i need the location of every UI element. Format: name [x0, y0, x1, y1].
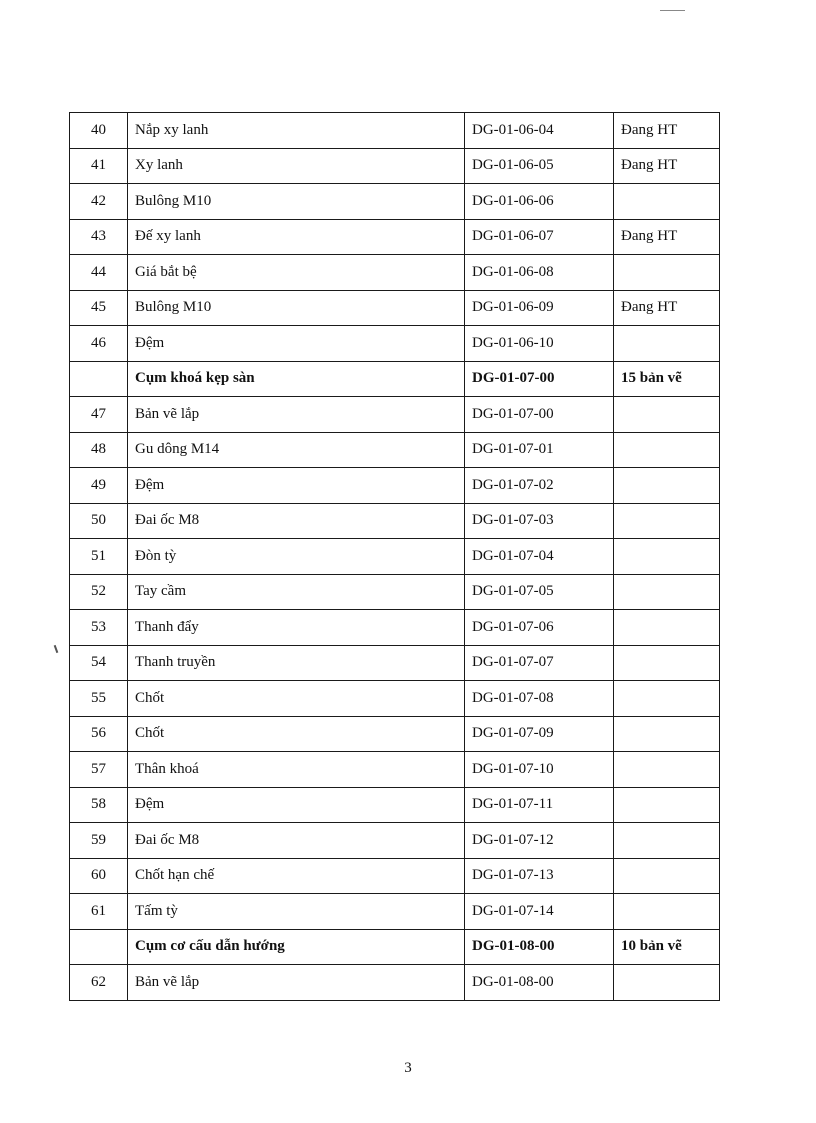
note-cell: [614, 716, 720, 752]
drawing-code-cell: DG-01-08-00: [465, 929, 614, 965]
note-cell: [614, 894, 720, 930]
parts-table-body: [70, 113, 720, 1001]
note-cell: [614, 823, 720, 859]
part-name-cell: Đệm: [128, 787, 465, 823]
row-number-cell: [70, 361, 128, 397]
drawing-code-cell: DG-01-07-06: [465, 610, 614, 646]
table-row: [70, 468, 720, 504]
table-row: [70, 610, 720, 646]
table-group-row: [70, 929, 720, 965]
note-cell: [614, 645, 720, 681]
part-name-cell: Đai ốc M8: [128, 823, 465, 859]
table-row: [70, 184, 720, 220]
row-number-cell: 61: [70, 894, 128, 930]
row-number-cell: 56: [70, 716, 128, 752]
part-name-cell: Đai ốc M8: [128, 503, 465, 539]
part-name-cell: Tay cầm: [128, 574, 465, 610]
table-row: [70, 894, 720, 930]
scan-artifact-line: [660, 10, 685, 11]
note-cell: 10 bản vẽ: [614, 929, 720, 965]
drawing-code-cell: DG-01-08-00: [465, 965, 614, 1001]
note-cell: Đang HT: [614, 113, 720, 149]
table-row: [70, 681, 720, 717]
part-name-cell: Cụm khoá kẹp sàn: [128, 361, 465, 397]
drawing-code-cell: DG-01-07-09: [465, 716, 614, 752]
page-number: 3: [404, 1060, 412, 1076]
note-cell: [614, 858, 720, 894]
drawing-code-cell: DG-01-07-13: [465, 858, 614, 894]
note-cell: Đang HT: [614, 219, 720, 255]
note-cell: [614, 255, 720, 291]
table-row: [70, 219, 720, 255]
row-number-cell: 49: [70, 468, 128, 504]
row-number-cell: 53: [70, 610, 128, 646]
part-name-cell: Thanh đẩy: [128, 610, 465, 646]
parts-table: [69, 112, 720, 1001]
row-number-cell: 40: [70, 113, 128, 149]
drawing-code-cell: DG-01-07-03: [465, 503, 614, 539]
note-cell: [614, 468, 720, 504]
row-number-cell: 46: [70, 326, 128, 362]
row-number-cell: 55: [70, 681, 128, 717]
row-number-cell: 44: [70, 255, 128, 291]
table-row: [70, 645, 720, 681]
row-number-cell: 58: [70, 787, 128, 823]
drawing-code-cell: DG-01-07-05: [465, 574, 614, 610]
part-name-cell: Đệm: [128, 326, 465, 362]
drawing-code-cell: DG-01-07-12: [465, 823, 614, 859]
row-number-cell: 62: [70, 965, 128, 1001]
scan-artifact-mark: [54, 645, 59, 653]
note-cell: Đang HT: [614, 290, 720, 326]
table-row: [70, 752, 720, 788]
note-cell: [614, 432, 720, 468]
note-cell: [614, 752, 720, 788]
note-cell: [614, 397, 720, 433]
note-cell: Đang HT: [614, 148, 720, 184]
row-number-cell: 41: [70, 148, 128, 184]
drawing-code-cell: DG-01-07-01: [465, 432, 614, 468]
table-row: [70, 858, 720, 894]
part-name-cell: Cụm cơ cấu dẫn hướng: [128, 929, 465, 965]
table-row: [70, 574, 720, 610]
note-cell: [614, 503, 720, 539]
part-name-cell: Thanh truyền: [128, 645, 465, 681]
row-number-cell: 52: [70, 574, 128, 610]
table-row: [70, 148, 720, 184]
part-name-cell: Đế xy lanh: [128, 219, 465, 255]
row-number-cell: 57: [70, 752, 128, 788]
table-row: [70, 432, 720, 468]
note-cell: [614, 539, 720, 575]
row-number-cell: 43: [70, 219, 128, 255]
part-name-cell: Đòn tỳ: [128, 539, 465, 575]
drawing-code-cell: DG-01-07-08: [465, 681, 614, 717]
note-cell: [614, 681, 720, 717]
part-name-cell: Bulông M10: [128, 290, 465, 326]
row-number-cell: 45: [70, 290, 128, 326]
drawing-code-cell: DG-01-07-00: [465, 361, 614, 397]
drawing-code-cell: DG-01-07-07: [465, 645, 614, 681]
row-number-cell: 51: [70, 539, 128, 575]
table-row: [70, 539, 720, 575]
drawing-code-cell: DG-01-06-04: [465, 113, 614, 149]
drawing-code-cell: DG-01-06-07: [465, 219, 614, 255]
drawing-code-cell: DG-01-07-04: [465, 539, 614, 575]
row-number-cell: 60: [70, 858, 128, 894]
note-cell: [614, 326, 720, 362]
part-name-cell: Chốt: [128, 716, 465, 752]
part-name-cell: Chốt: [128, 681, 465, 717]
table-row: [70, 716, 720, 752]
part-name-cell: Gu dông M14: [128, 432, 465, 468]
drawing-code-cell: DG-01-06-09: [465, 290, 614, 326]
drawing-code-cell: DG-01-07-00: [465, 397, 614, 433]
part-name-cell: Bản vẽ lắp: [128, 397, 465, 433]
drawing-code-cell: DG-01-06-08: [465, 255, 614, 291]
drawing-code-cell: DG-01-07-10: [465, 752, 614, 788]
table-row: [70, 326, 720, 362]
table-row: [70, 823, 720, 859]
note-cell: [614, 184, 720, 220]
part-name-cell: Đệm: [128, 468, 465, 504]
row-number-cell: [70, 929, 128, 965]
part-name-cell: Bulông M10: [128, 184, 465, 220]
note-cell: [614, 965, 720, 1001]
row-number-cell: 54: [70, 645, 128, 681]
note-cell: [614, 574, 720, 610]
part-name-cell: Tấm tỳ: [128, 894, 465, 930]
table-row: [70, 397, 720, 433]
table-row: [70, 965, 720, 1001]
row-number-cell: 50: [70, 503, 128, 539]
note-cell: [614, 787, 720, 823]
row-number-cell: 47: [70, 397, 128, 433]
row-number-cell: 59: [70, 823, 128, 859]
drawing-code-cell: DG-01-07-14: [465, 894, 614, 930]
table-row: [70, 503, 720, 539]
drawing-code-cell: DG-01-06-06: [465, 184, 614, 220]
note-cell: [614, 610, 720, 646]
drawing-code-cell: DG-01-07-11: [465, 787, 614, 823]
part-name-cell: Nắp xy lanh: [128, 113, 465, 149]
drawing-code-cell: DG-01-06-05: [465, 148, 614, 184]
drawing-code-cell: DG-01-06-10: [465, 326, 614, 362]
part-name-cell: Giá bắt bệ: [128, 255, 465, 291]
part-name-cell: Xy lanh: [128, 148, 465, 184]
part-name-cell: Bản vẽ lắp: [128, 965, 465, 1001]
row-number-cell: 48: [70, 432, 128, 468]
part-name-cell: Chốt hạn chế: [128, 858, 465, 894]
part-name-cell: Thân khoá: [128, 752, 465, 788]
drawing-code-cell: DG-01-07-02: [465, 468, 614, 504]
row-number-cell: 42: [70, 184, 128, 220]
table-row: [70, 113, 720, 149]
table-group-row: [70, 361, 720, 397]
table-row: [70, 255, 720, 291]
table-row: [70, 290, 720, 326]
table-row: [70, 787, 720, 823]
note-cell: 15 bản vẽ: [614, 361, 720, 397]
